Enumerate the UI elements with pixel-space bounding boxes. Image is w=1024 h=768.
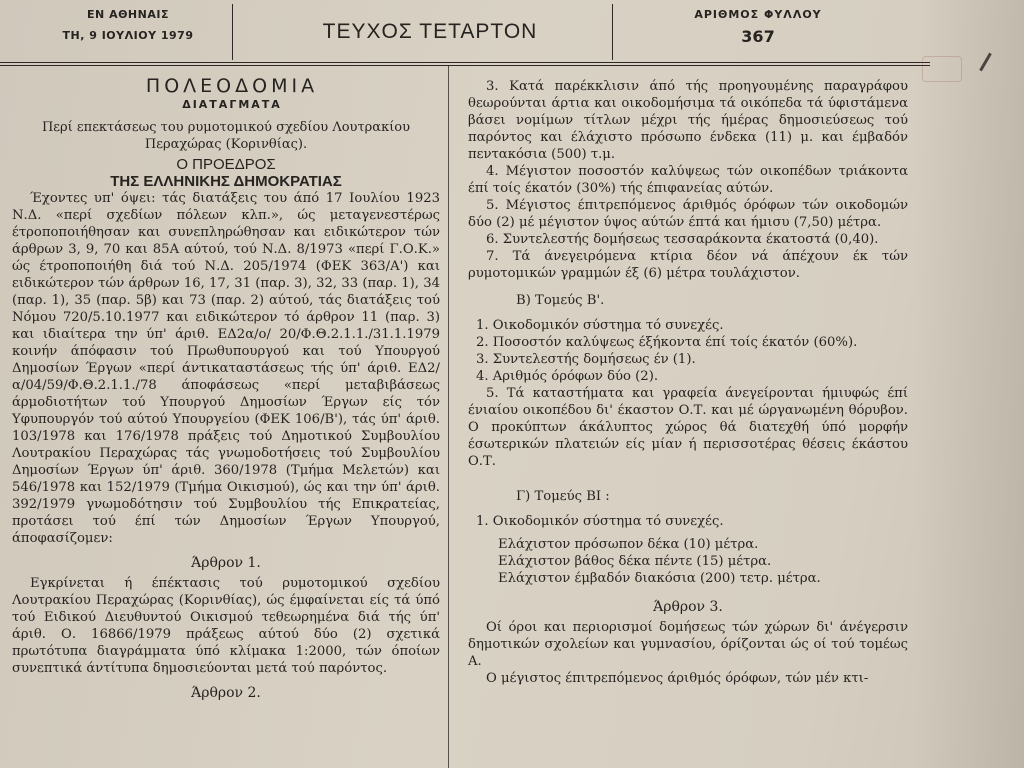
decree-title-line: Περαχώρας (Κορινθίας). bbox=[144, 137, 308, 152]
sector-heading: Γ) Τομεύς ΒΙ : bbox=[516, 489, 610, 504]
header-rule bbox=[0, 62, 930, 63]
page-edge-shadow bbox=[914, 0, 1024, 768]
president-heading bbox=[12, 156, 440, 190]
paragraph: 7. Τά άνεγειρόμενα κτίρια δέον νά άπέχουν έκ τών ρυμοτομικών γραμμών έξ (6) μέτρα τουλάχιστον. bbox=[468, 249, 908, 281]
list-item: 1. Οικοδομικόν σύστημα τό συνεχές. bbox=[476, 318, 724, 333]
list-item: Ελάχιστον βάθος δέκα πέντε (15) μέτρα. bbox=[498, 554, 772, 569]
left-column bbox=[12, 75, 440, 705]
list-item: Ελάχιστον έμβαδόν διακόσια (200) τετρ. μέτρα. bbox=[498, 571, 821, 586]
header-issue: ΤΕΥΧΟΣ ΤΕΤΑΡΤΟΝ bbox=[322, 20, 538, 43]
header-rule bbox=[0, 65, 930, 66]
header-divider bbox=[232, 4, 233, 60]
header-place-date bbox=[48, 8, 208, 42]
section-subtitle: ΔΙΑΤΑΓΜΑΤΑ bbox=[182, 98, 282, 111]
sector-list bbox=[476, 317, 908, 385]
list-item: 3. Συντελεστής δομήσεως έν (1). bbox=[476, 352, 696, 367]
article-text: Οί όροι και περιορισμοί δομήσεως τών χώρων δι' άνέγερσιν δημοτικών σχολείων και γυμνασίου, όρίζονται ώς οί τού τομέως Α. bbox=[468, 620, 908, 669]
paragraph: 5. Τά καταστήματα και γραφεία άνεγείρονται ήμιυφώς έπί ένιαίου οικοπέδου δι' έκαστον Ο.Τ. και μέ ώργανωμένη θόρυβον. Ο προκύπτων άκάλυπτος χώρος θά διατεχθή ύπό μορφήν έσωτερικών πλατειών είς μίαν ή περισσοτέρας θέσεις έκάστου Ο.Τ. bbox=[468, 386, 908, 469]
header-sheet bbox=[668, 8, 848, 46]
minimums-list bbox=[498, 536, 908, 587]
section-title: ΠΟΛΕΟΔΟΜΙΑ bbox=[145, 75, 319, 97]
decree-title-line: Περί επεκτάσεως του ρυμοτομικού σχεδίου Λουτρακίου bbox=[41, 120, 411, 135]
article-heading: Άρθρον 2. bbox=[191, 685, 261, 701]
paragraph: 6. Συντελεστής δομήσεως τεσσαράκοντα έκατοστά (0,40). bbox=[486, 232, 879, 247]
article-heading: Άρθρον 3. bbox=[653, 599, 723, 615]
list-item: 4. Αριθμός όρόφων δύο (2). bbox=[476, 369, 659, 384]
list-item: 2. Ποσοστόν καλύψεως έξήκοντα έπί τοίς έκατόν (60%). bbox=[476, 335, 858, 350]
decree-title bbox=[12, 119, 440, 153]
right-column bbox=[468, 78, 908, 687]
sector-list bbox=[476, 513, 908, 530]
sheet-number: 367 bbox=[741, 27, 775, 46]
paragraph: 4. Μέγιστον ποσοστόν καλύψεως τών οικοπέδων τριάκοντα έπί τοίς έκατόν (30%) τής έπιφανείας αύτών. bbox=[468, 164, 908, 196]
preamble-text: Έχοντες υπ' όψει: τάς διατάξεις του άπό 17 Ιουλίου 1923 Ν.Δ. «περί σχεδίων πόλεων κλπ.», ώς μεταγενεστέρως έτροποποιήθησαν και συνεπληρώθησαν και ειδικώτερον τών άρθρων 3, 9, 70 και 85Α αύτού, τού Ν.Δ. 8/1973 «περί Γ.Ο.Κ.» ώς έτροποποιήθη διά τού Ν.Δ. 205/1974 (ΦΕΚ 363/Α') και ειδικώτερον τών άρθρων 16, 17, 31 (παρ. 3), 32, 33 (παρ. 1), 34 (παρ. 1), 35 (παρ. 5β) και 73 (παρ. 2) αύτού, τάς διατάξεις τού Νόμου 720/5.10.1977 και ειδικώτερον τό άρθρον 11 (παρ. 3) και ιδιαίτερα την ύπ' άριθ. ΕΔ2α/ο/ 20/Φ.Θ.2.1.1./31.1.1979 κοινήν άπόφασιν τού Πρωθυπουργού και τού Υπουργού Δημοσίων Έργων «περί άντικαταστάσεως τής ύπ' άριθ. ΕΔ2/α/04/59/Φ.Θ.2.1.1./78 άποφάσεως «περί μεταβιβάσεως άρμοδιοτήτων τού Υπουργού Δημοσίων Έργων είς τόν Υφυπουργόν τού αύτού Υπουργείου (ΦΕΚ 106/Β'), τάς ύπ' άριθ. 103/1978 και 176/1978 πράξεις τού Δημοτικού Συμβουλίου Λουτρακίου Περαχώρας τάς γνωμοδοτήσεις τού Συμβουλίου Δημοσίων Έργων ύπ' άριθ. 360/1978 (Τμήμα Μελετών) και 546/1978 και 152/1979 (Τμήμα Οικισμού), ώς και την ύπ' άριθ. 392/1979 γνωμοδότησιν τού Συμβουλίου τής Επικρατείας, προτάσει τού έπί τών Δημοσίων Έργων Υπουργού, άποφασίζομεν: bbox=[12, 191, 440, 546]
list-item: 1. Οικοδομικόν σύστημα τό συνεχές. bbox=[476, 514, 724, 529]
gazette-header bbox=[0, 0, 1024, 64]
header-date: ΤΗ, 9 ΙΟΥΛΙΟΥ 1979 bbox=[62, 29, 194, 42]
list-item: Ελάχιστον πρόσωπον δέκα (10) μέτρα. bbox=[498, 537, 759, 552]
sector-heading: Β) Τομεύς Β'. bbox=[516, 293, 605, 308]
paragraph: 5. Μέγιστος έπιτρεπόμενος άριθμός όρόφων τών οικοδομών δύο (2) μέ μέγιστον ύψος αύτών έπτά και ήμισυ (7,50) μέτρα. bbox=[468, 198, 908, 230]
header-divider bbox=[612, 4, 613, 60]
column-divider bbox=[448, 66, 449, 768]
article-heading: Άρθρον 1. bbox=[191, 555, 261, 571]
paragraph: Ο μέγιστος έπιτρεπόμενος άριθμός όρόφων, τών μέν κτι- bbox=[486, 671, 869, 686]
faded-stamp bbox=[922, 56, 962, 82]
president-line: Ο ΠΡΟΕΔΡΟΣ bbox=[176, 156, 276, 173]
sheet-label: ΑΡΙΘΜΟΣ ΦΥΛΛΟΥ bbox=[694, 8, 822, 21]
president-line: ΤΗΣ ΕΛΛΗΝΙΚΗΣ ΔΗΜΟΚΡΑΤΙΑΣ bbox=[110, 173, 342, 190]
paragraph: 3. Κατά παρέκκλισιν άπό τής προηγουμένης παραγράφου θεωρούνται άρτια και οικοδομήσιμα τά οικόπεδα τά ύφιστάμενα βάσει νομίμων τίτλων μέχρι τής ήμέρας δημοσιεύσεως τού παρόντος και έλάχιστο πρόσωπο ένδεκα (11) μ. και έμβαδόν πεντακόσια (500) τ.μ. bbox=[468, 79, 908, 162]
article-text: Εγκρίνεται ή έπέκτασις τού ρυμοτομικού σχεδίου Λουτρακίου Περαχώρας (Κορινθίας), ώς έμφαίνεται είς τά ύπό τού Ειδικού Διευθυντού Οικισμού τεθεωρημένα διά τής ύπ' άριθ. Ο. 16866/1979 πράξεως αύτού δύο (2) σχετικά πρωτότυπα διαγράμματα ύπό κλίμακα 1:2000, τών όποίων συνεπτικά άντίτυπα δημοσιεύονται μετά τού παρόντος. bbox=[12, 576, 440, 676]
header-place: ΕΝ ΑΘΗΝΑΙΣ bbox=[87, 8, 169, 21]
